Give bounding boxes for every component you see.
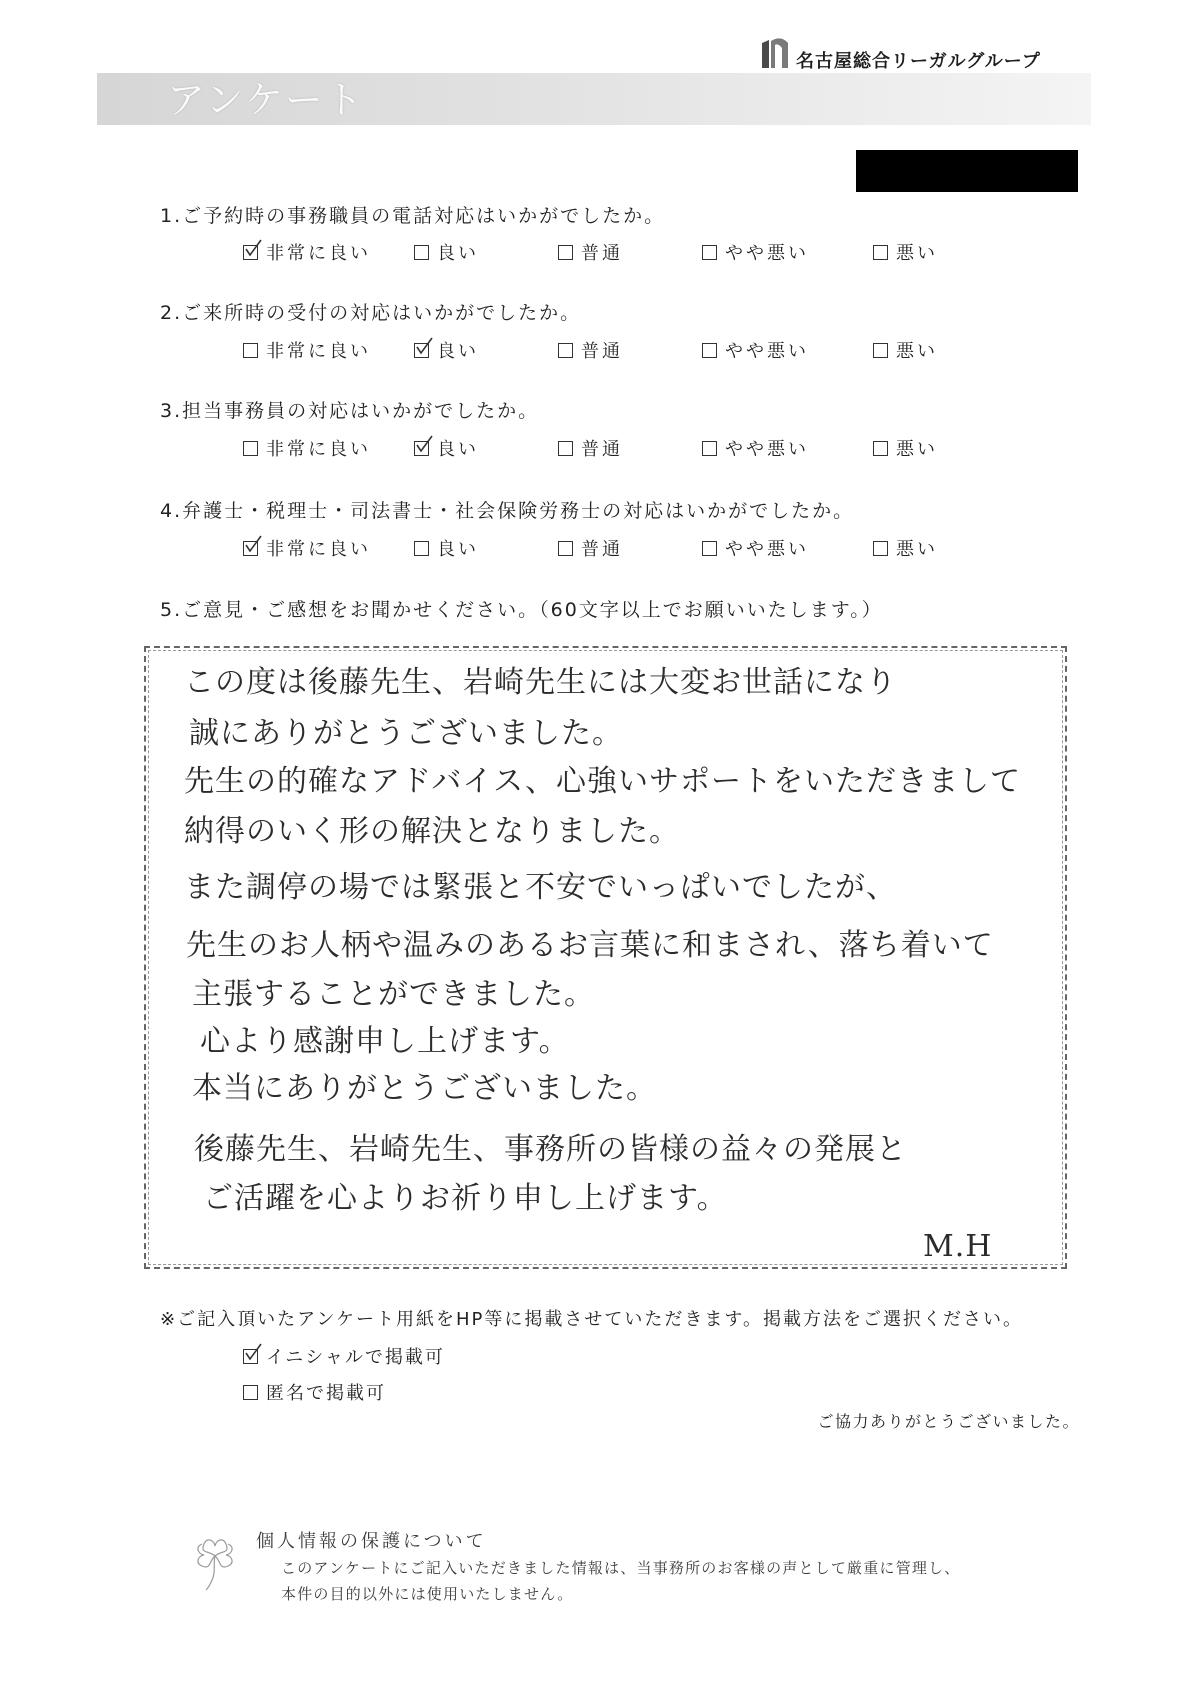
option-good[interactable] bbox=[414, 240, 479, 264]
option-label: 悪い bbox=[896, 341, 938, 362]
comment-line: 後藤先生、岩崎先生、事務所の皆様の益々の発展と bbox=[194, 1132, 907, 1167]
option-label: 非常に良い bbox=[266, 439, 371, 460]
checkbox[interactable] bbox=[243, 1385, 258, 1400]
option-label: やや悪い bbox=[725, 341, 809, 362]
checkmark-icon bbox=[414, 435, 434, 455]
option-bad[interactable] bbox=[873, 240, 938, 264]
comment-line: 心より感謝申し上げます。 bbox=[200, 1024, 570, 1059]
checkbox[interactable] bbox=[414, 441, 429, 456]
option-label: 普通 bbox=[581, 341, 623, 362]
option-label: やや悪い bbox=[725, 439, 809, 460]
redacted-block bbox=[856, 150, 1078, 192]
building-arch-logo-icon bbox=[760, 36, 790, 70]
option-bad[interactable] bbox=[873, 338, 938, 362]
option-label: 普通 bbox=[581, 439, 623, 460]
option-label: 非常に良い bbox=[266, 539, 371, 560]
checkbox[interactable] bbox=[702, 541, 717, 556]
option-somewhat-bad[interactable] bbox=[702, 338, 809, 362]
option-label: 良い bbox=[437, 539, 479, 560]
option-label: 悪い bbox=[896, 439, 938, 460]
option-average[interactable] bbox=[558, 436, 623, 460]
option-bad[interactable] bbox=[873, 536, 938, 560]
thanks-message: ご協力ありがとうございました。 bbox=[817, 1412, 1080, 1431]
option-very-good[interactable] bbox=[243, 240, 371, 264]
checkbox[interactable] bbox=[873, 541, 888, 556]
option-average[interactable] bbox=[558, 536, 623, 560]
checkmark-icon bbox=[243, 1343, 263, 1363]
question-2: 2.ご来所時の受付の対応はいかがでしたか。 bbox=[160, 302, 582, 324]
publish-initials-option[interactable] bbox=[243, 1344, 445, 1368]
option-good[interactable] bbox=[414, 436, 479, 460]
comment-line: 主張することができました。 bbox=[192, 977, 595, 1012]
question-3-options bbox=[0, 436, 1191, 460]
checkbox[interactable] bbox=[873, 441, 888, 456]
option-label: 悪い bbox=[896, 243, 938, 264]
checkbox[interactable] bbox=[873, 245, 888, 260]
question-4: 4.弁護士・税理士・司法書士・社会保険労務士の対応はいかがでしたか。 bbox=[160, 500, 855, 522]
privacy-text: このアンケートにご記入いただきました情報は、当事務所のお客様の声として厳重に管理し、 bbox=[281, 1559, 961, 1577]
privacy-text: 本件の目的以外には使用いたしません。 bbox=[281, 1585, 574, 1603]
comment-line: 先生の的確なアドバイス、心強いサポートをいただきまして bbox=[184, 764, 1021, 799]
option-good[interactable] bbox=[414, 536, 479, 560]
comment-line: 先生のお人柄や温みのあるお言葉に和まされ、落ち着いて bbox=[186, 928, 994, 963]
question-3: 3.担当事務員の対応はいかがでしたか。 bbox=[160, 400, 540, 422]
comment-line: 誠にありがとうございました。 bbox=[189, 716, 623, 751]
checkbox[interactable] bbox=[243, 541, 258, 556]
option-bad[interactable] bbox=[873, 436, 938, 460]
checkbox[interactable] bbox=[243, 343, 258, 358]
option-good[interactable] bbox=[414, 338, 479, 362]
page-title: アンケート bbox=[167, 78, 365, 122]
option-very-good[interactable] bbox=[243, 536, 371, 560]
option-label: 非常に良い bbox=[266, 243, 371, 264]
checkbox[interactable] bbox=[414, 245, 429, 260]
option-label: 非常に良い bbox=[266, 341, 371, 362]
question-5: 5.ご意見・ご感想をお聞かせください。（60文字以上でお願いいたします。） bbox=[160, 599, 883, 621]
checkmark-icon bbox=[243, 239, 263, 259]
publish-anonymous-option[interactable] bbox=[243, 1380, 386, 1404]
comment-line: ご活躍を心よりお祈り申し上げます。 bbox=[203, 1181, 728, 1216]
comment-line: また調停の場では緊張と不安でいっぱいでしたが、 bbox=[184, 870, 897, 905]
comment-line: この度は後藤先生、岩崎先生には大変お世話になり bbox=[184, 665, 897, 700]
checkbox[interactable] bbox=[558, 343, 573, 358]
publication-note: ※ご記入頂いたアンケート用紙をHP等に掲載させていただきます。掲載方法をご選択ください。 bbox=[160, 1309, 1023, 1330]
option-label: 匿名で掲載可 bbox=[266, 1383, 386, 1404]
checkbox[interactable] bbox=[414, 343, 429, 358]
checkmark-icon bbox=[243, 535, 263, 555]
option-somewhat-bad[interactable] bbox=[702, 240, 809, 264]
comment-line: 本当にありがとうございました。 bbox=[192, 1071, 657, 1106]
question-1: 1.ご予約時の事務職員の電話対応はいかがでしたか。 bbox=[160, 205, 666, 227]
option-label: 良い bbox=[437, 341, 479, 362]
checkbox[interactable] bbox=[558, 441, 573, 456]
question-2-options bbox=[0, 338, 1191, 362]
option-label: 普通 bbox=[581, 539, 623, 560]
checkbox[interactable] bbox=[243, 1349, 258, 1364]
checkbox[interactable] bbox=[702, 245, 717, 260]
option-label: 良い bbox=[437, 243, 479, 264]
checkbox[interactable] bbox=[702, 441, 717, 456]
checkbox[interactable] bbox=[873, 343, 888, 358]
option-somewhat-bad[interactable] bbox=[702, 436, 809, 460]
question-1-options bbox=[0, 240, 1191, 264]
checkmark-icon bbox=[414, 337, 434, 357]
signature: M.H bbox=[923, 1229, 993, 1264]
option-label: 良い bbox=[437, 439, 479, 460]
option-very-good[interactable] bbox=[243, 436, 371, 460]
checkbox[interactable] bbox=[702, 343, 717, 358]
checkbox[interactable] bbox=[558, 245, 573, 260]
option-label: やや悪い bbox=[725, 243, 809, 264]
checkbox[interactable] bbox=[558, 541, 573, 556]
checkbox[interactable] bbox=[243, 441, 258, 456]
comment-line: 納得のいく形の解決となりました。 bbox=[184, 814, 680, 849]
privacy-title: 個人情報の保護について bbox=[256, 1531, 487, 1552]
option-average[interactable] bbox=[558, 338, 623, 362]
question-4-options bbox=[0, 536, 1191, 560]
checkbox[interactable] bbox=[243, 245, 258, 260]
option-label: イニシャルで掲載可 bbox=[266, 1347, 445, 1368]
option-label: 悪い bbox=[896, 539, 938, 560]
option-label: 普通 bbox=[581, 243, 623, 264]
checkbox[interactable] bbox=[414, 541, 429, 556]
logo-text: 名古屋総合リーガルグループ bbox=[796, 51, 1041, 72]
option-very-good[interactable] bbox=[243, 338, 371, 362]
clover-icon bbox=[186, 1528, 244, 1592]
option-label: やや悪い bbox=[725, 539, 809, 560]
option-average[interactable] bbox=[558, 240, 623, 264]
option-somewhat-bad[interactable] bbox=[702, 536, 809, 560]
